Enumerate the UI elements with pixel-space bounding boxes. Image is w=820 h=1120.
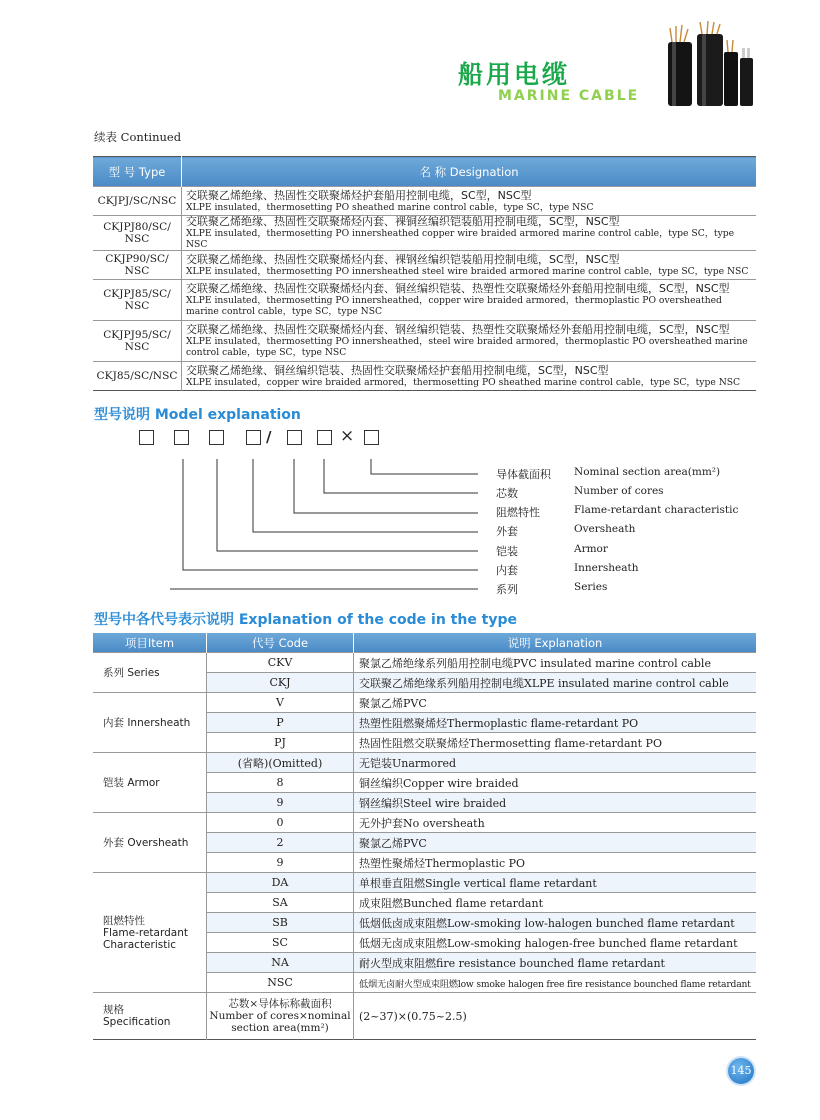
group-spec-en: Specification	[103, 1016, 171, 1028]
code-cell: SB	[207, 913, 354, 933]
table-row	[93, 653, 756, 673]
label-en: Innersheath	[574, 562, 639, 574]
designation-table	[93, 156, 756, 391]
code-explanation-table	[93, 633, 756, 1040]
type-cell: CKJPJ85/SC/ NSC	[93, 280, 182, 321]
designation-en: XLPE insulated，thermosetting PO innersheathed，copper wire braided armored，thermoplastic PO oversheathed marine control cable，type SC，type NSC	[186, 295, 722, 317]
explanation-cell: 交联聚乙烯绝缘系列船用控制电缆XLPE insulated marine control cable	[354, 673, 757, 693]
group-oversheath: 外套 Oversheath	[93, 813, 207, 873]
code-box-armor	[209, 430, 224, 445]
table-row	[93, 321, 756, 362]
explanation-cell: 低烟无卤成束阻燃Low-smoking halogen-free bunched flame retardant	[354, 933, 757, 953]
label-en: Number of cores	[574, 485, 664, 497]
explanation-cell: 热塑性聚烯烃Thermoplastic PO	[354, 853, 757, 873]
explanation-cell: 无铠装Unarmored	[354, 753, 757, 773]
code-cell: NA	[207, 953, 354, 973]
label-cn: 芯数	[496, 487, 518, 500]
times-symbol: ×	[340, 426, 355, 446]
type-cell: CKJP90/SC/ NSC	[93, 251, 182, 280]
explanation-cell: 钢丝编织Steel wire braided	[354, 793, 757, 813]
label-en: Series	[574, 581, 608, 593]
explanation-cell: 单根垂直阻燃Single vertical flame retardant	[354, 873, 757, 893]
col-explanation-header: 说明 Explanation	[354, 633, 757, 653]
designation-en: XLPE insulated，thermosetting PO innersheathed copper wire braided armored marine control cable，type SC，type NSC	[186, 228, 735, 250]
explanation-cell: 无外护套No oversheath	[354, 813, 757, 833]
code-cell: (省略)(Omitted)	[207, 753, 354, 773]
code-cell: 2	[207, 833, 354, 853]
code-box-oversheath	[246, 430, 261, 445]
code-cell: 9	[207, 793, 354, 813]
group-flame-retardant	[93, 873, 207, 993]
model-explanation-heading: 型号说明 Model explanation	[94, 407, 301, 423]
table-row	[93, 693, 756, 713]
slash-symbol: /	[266, 428, 272, 446]
code-cell: DA	[207, 873, 354, 893]
explanation-cell: 低烟无卤耐火型成束阻燃low smoke halogen free fire resistance bounched flame retardant	[354, 973, 757, 993]
code-cell: V	[207, 693, 354, 713]
designation-en: XLPE insulated，thermosetting PO innersheathed steel wire braided armored marine control cable，type SC，type NSC	[186, 265, 749, 277]
explanation-cell: 热固性阻燃交联聚烯烃Thermosetting flame-retardant PO	[354, 733, 757, 753]
label-en: Flame-retardant characteristic	[574, 504, 739, 516]
code-box-flame	[287, 430, 302, 445]
designation-cn: 交联聚乙烯绝缘、热固性交联聚烯烃内套、铜丝编织铠装、热塑性交联聚烯烃外套船用控制电缆，SC型，NSC型	[186, 282, 730, 295]
table-row	[93, 753, 756, 773]
spec-code-cell	[207, 993, 354, 1040]
group-flame-en: Flame-retardant Characteristic	[103, 926, 188, 951]
code-box-series	[139, 430, 154, 445]
code-cell: NSC	[207, 973, 354, 993]
explanation-cell: 成束阻燃Bunched flame retardant	[354, 893, 757, 913]
col-item-header: 项目Item	[93, 633, 207, 653]
designation-cn: 交联聚乙烯绝缘、热固性交联聚烯烃内套、裸钢丝编织铠装船用控制电缆，SC型，NSC型	[186, 252, 620, 266]
code-cell: P	[207, 713, 354, 733]
header-title-cn: 船用电缆	[458, 60, 571, 89]
explanation-cell: 低烟低卤成束阻燃Low-smoking low-halogen bunched flame retardant	[354, 913, 757, 933]
label-en: Armor	[574, 543, 608, 555]
code-box-innersheath	[174, 430, 189, 445]
table-row	[93, 813, 756, 833]
group-innersheath: 内套 Innersheath	[93, 693, 207, 753]
label-cn: 导体截面积	[496, 468, 551, 481]
table-row	[93, 993, 756, 1040]
table-row	[93, 216, 756, 251]
type-cell: CKJPJ80/SC/ NSC	[93, 216, 182, 251]
col-designation-header: 名 称 Designation	[182, 157, 757, 187]
code-cell: SA	[207, 893, 354, 913]
code-cell: PJ	[207, 733, 354, 753]
header-title-en: MARINE CABLE	[498, 88, 640, 104]
explanation-cell: 聚氯乙烯绝缘系列船用控制电缆PVC insulated marine control cable	[354, 653, 757, 673]
group-flame-cn: 阻燃特性	[103, 914, 145, 927]
table-row	[93, 187, 756, 216]
code-cell: 0	[207, 813, 354, 833]
label-cn: 铠装	[496, 545, 518, 558]
label-cn: 内套	[496, 564, 518, 577]
group-specification	[93, 993, 207, 1040]
col-type-header: 型 号 Type	[93, 157, 182, 187]
code-cell: SC	[207, 933, 354, 953]
designation-en: XLPE insulated，thermosetting PO innersheathed，steel wire braided armored，thermoplastic PO oversheathed marine control cable，type SC，type NSC	[186, 336, 748, 358]
code-cell: CKJ	[207, 673, 354, 693]
code-box-section	[364, 430, 379, 445]
label-en: Nominal section area(mm²)	[574, 466, 721, 478]
designation-en: XLPE insulated，copper wire braided armored，thermosetting PO sheathed marine control cable，type SC，type NSC	[186, 376, 741, 388]
table-row	[93, 873, 756, 893]
explanation-cell: 铜丝编织Copper wire braided	[354, 773, 757, 793]
group-spec-cn: 规格	[103, 1004, 124, 1016]
code-box-cores	[317, 430, 332, 445]
table-row	[93, 251, 756, 280]
designation-en: XLPE insulated，thermosetting PO sheathed marine control cable，type SC，type NSC	[186, 201, 594, 213]
table-row	[93, 362, 756, 391]
cable-photo-icon	[664, 20, 764, 106]
designation-cn: 交联聚乙烯绝缘、热固性交联聚烯烃护套船用控制电缆，SC型，NSC型	[186, 188, 532, 202]
code-cell: 9	[207, 853, 354, 873]
page-number: 145	[728, 1058, 754, 1084]
code-cell: 8	[207, 773, 354, 793]
explanation-cell: 耐火型成束阻燃fire resistance bounched flame retardant	[354, 953, 757, 973]
continued-label: 续表 Continued	[94, 130, 182, 144]
type-cell: CKJ85/SC/NSC	[93, 362, 182, 391]
explanation-cell: 聚氯乙烯PVC	[354, 693, 757, 713]
model-connector-lines	[170, 445, 480, 595]
code-cell: CKV	[207, 653, 354, 673]
col-code-header: 代号 Code	[207, 633, 354, 653]
spec-explanation-cell: (2~37)×(0.75~2.5)	[354, 993, 757, 1040]
type-cell: CKJPJ95/SC/ NSC	[93, 321, 182, 362]
explanation-cell: 热塑性阻燃聚烯烃Thermoplastic flame-retardant PO	[354, 713, 757, 733]
designation-cn: 交联聚乙烯绝缘、热固性交联聚烯烃内套、裸铜丝编织铠装船用控制电缆，SC型，NSC型	[186, 215, 620, 228]
type-cell: CKJPJ/SC/NSC	[93, 187, 182, 216]
explanation-cell: 聚氯乙烯PVC	[354, 833, 757, 853]
code-explanation-heading: 型号中各代号表示说明 Explanation of the code in the type	[94, 612, 518, 628]
label-en: Oversheath	[574, 523, 636, 535]
designation-cn: 交联聚乙烯绝缘、铜丝编织铠装、热固性交联聚烯烃护套船用控制电缆，SC型，NSC型	[186, 363, 609, 377]
label-cn: 系列	[496, 583, 518, 596]
group-series: 系列 Series	[93, 653, 207, 693]
designation-cn: 交联聚乙烯绝缘、热固性交联聚烯烃内套、钢丝编织铠装、热塑性交联聚烯烃外套船用控制电缆，SC型，NSC型	[186, 323, 730, 336]
table-row	[93, 280, 756, 321]
label-cn: 阻燃特性	[496, 506, 540, 519]
spec-code-cn: 芯数×导体标称截面积	[228, 998, 332, 1010]
label-cn: 外套	[496, 525, 518, 538]
spec-code-en: Number of cores×nominal section area(mm²)	[209, 1010, 351, 1034]
group-armor: 铠装 Armor	[93, 753, 207, 813]
